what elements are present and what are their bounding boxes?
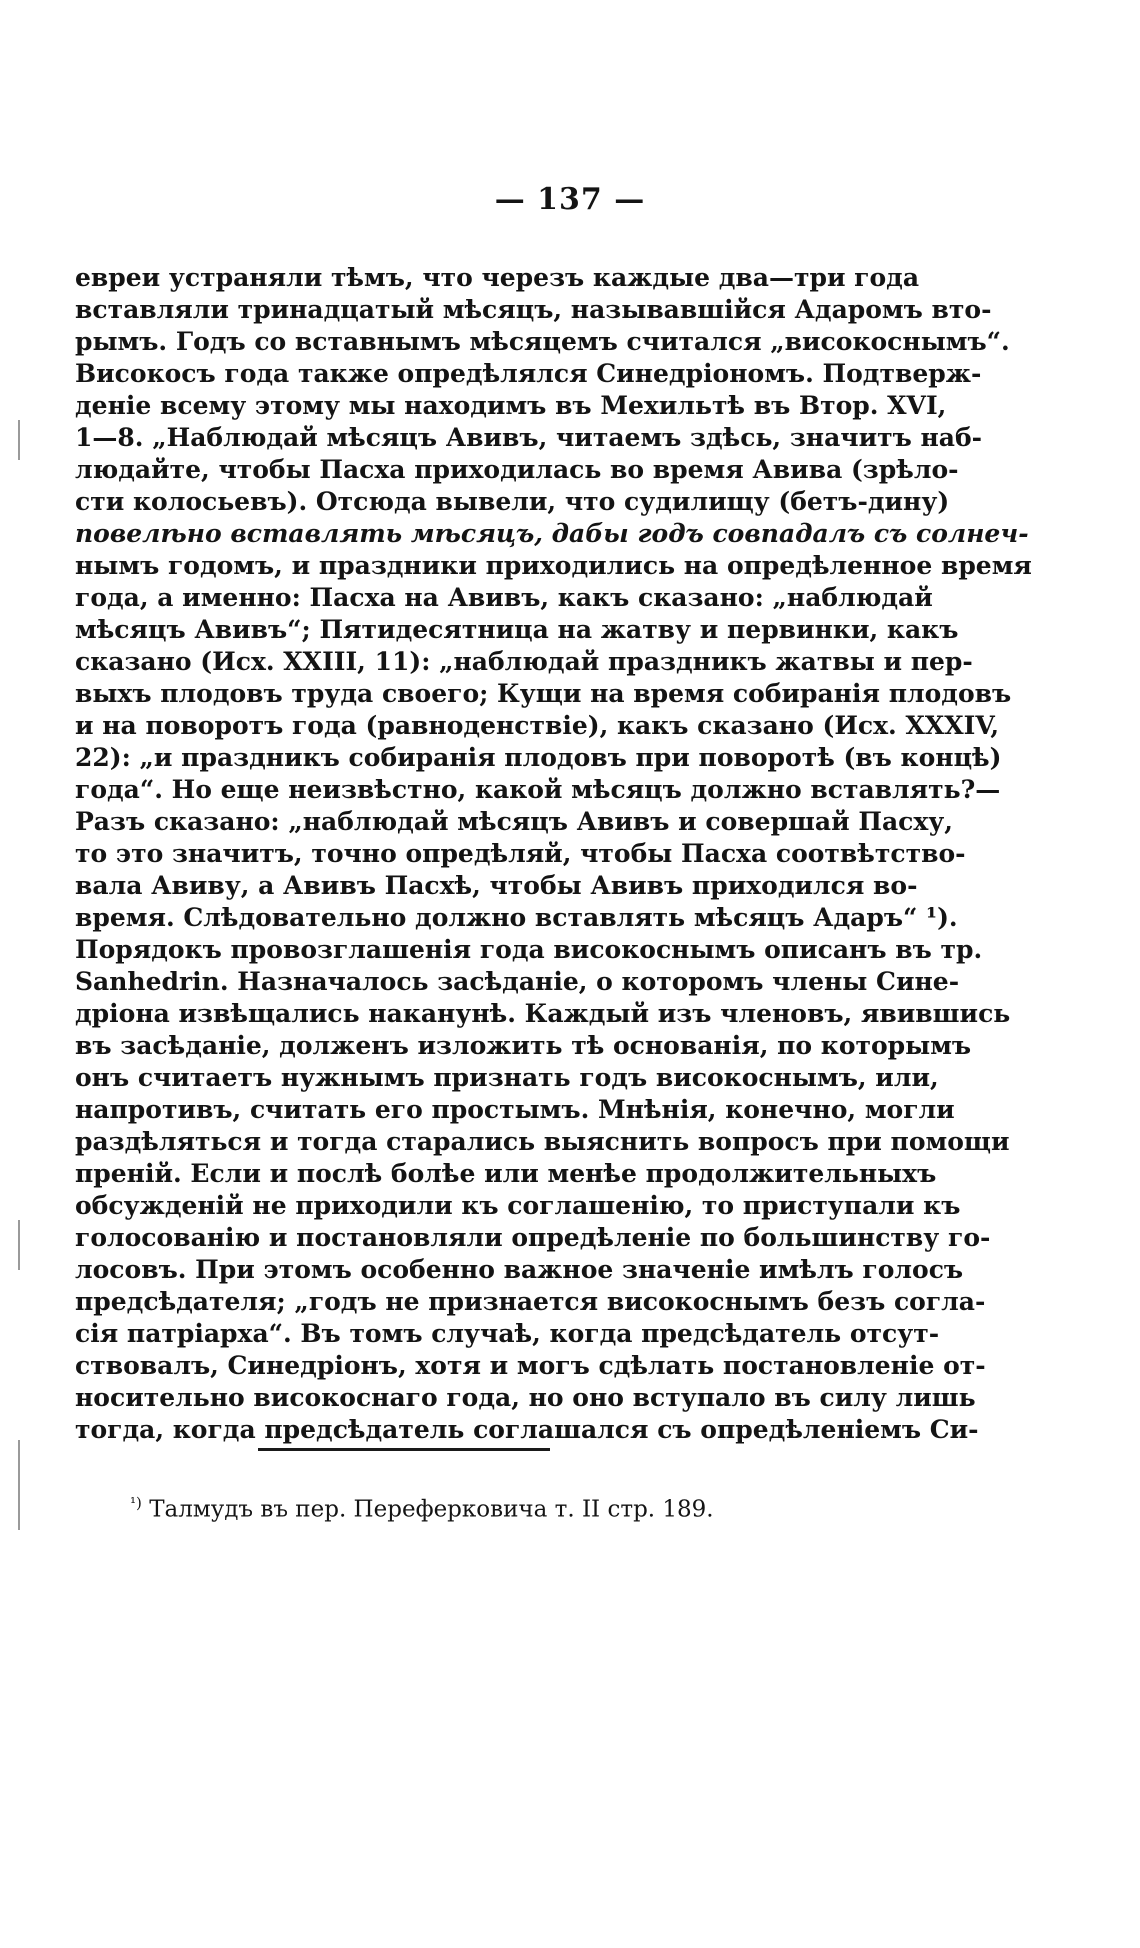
text-line: время. Слѣдовательно должно вставлять мѣсяцъ Адаръ“ ¹). <box>75 903 958 932</box>
text-line: Порядокъ провозглашенія года високоснымъ описанъ въ тр. <box>75 935 983 964</box>
text-line: дріона извѣщались наканунѣ. Каждый изъ членовъ, явившись <box>75 999 1011 1028</box>
text-line: и на поворотъ года (равноденствіе), какъ сказано (Исх. XXXIV, <box>75 711 1000 740</box>
text-line: ствовалъ, Синедріонъ, хотя и могъ сдѣлать постановленіе от- <box>75 1351 986 1380</box>
text-line: напротивъ, считать его простымъ. Мнѣнія, конечно, могли <box>75 1095 955 1124</box>
text-line: вставляли тринадцатый мѣсяцъ, называвшійся Адаромъ вто- <box>75 295 992 324</box>
text-line: Високосъ года также опредѣлялся Синедріономъ. Подтверж- <box>75 359 982 388</box>
text-line: нымъ годомъ, и праздники приходились на опредѣленное время <box>75 551 1032 580</box>
footnote-text: Талмудъ въ пер. Переферковича т. II стр. 189. <box>149 1496 714 1523</box>
text-line: обсужденій не приходили къ соглашенію, то приступали къ <box>75 1191 961 1220</box>
text-line: Разъ сказано: „наблюдай мѣсяцъ Авивъ и совершай Пасху, <box>75 807 954 836</box>
margin-mark-middle <box>18 1220 20 1270</box>
text-line: то это значитъ, точно опредѣляй, чтобы Пасха соотвѣтство- <box>75 839 966 868</box>
margin-mark-top <box>18 420 20 460</box>
margin-mark-bottom <box>18 1440 20 1530</box>
text-line: рымъ. Годъ со вставнымъ мѣсяцемъ считался „високоснымъ“. <box>75 327 1010 356</box>
text-line: вала Авиву, а Авивъ Пасхѣ, чтобы Авивъ приходился во- <box>75 871 918 900</box>
text-line: тогда, когда предсѣдатель соглашался съ опредѣленіемъ Си- <box>75 1415 979 1444</box>
text-line: 1—8. „Наблюдай мѣсяцъ Авивъ, читаемъ здѣсь, значитъ наб- <box>75 423 983 452</box>
text-line: сти колосьевъ). Отсюда вывели, что судилищу (бетъ-дину) <box>75 487 950 516</box>
text-line: года, а именно: Пасха на Авивъ, какъ сказано: „наблюдай <box>75 583 933 612</box>
text-line: преній. Если и послѣ болѣе или менѣе продолжительныхъ <box>75 1159 937 1188</box>
text-line: сказано (Исх. XXIII, 11): „наблюдай праздникъ жатвы и пер- <box>75 647 973 676</box>
text-line: носительно високоснаго года, но оно вступало въ силу лишь <box>75 1383 976 1412</box>
text-line: Sanhedrin. Назначалось засѣданіе, о которомъ члены Сине- <box>75 967 960 996</box>
footnote-marker: ¹) <box>130 1494 142 1512</box>
page-number: — 137 — <box>494 182 646 217</box>
text-line: повелѣно вставлять мѣсяцъ, дабы годъ совпадалъ съ солнеч- <box>75 519 1029 548</box>
footnote <box>130 1488 830 1525</box>
text-line: года“. Но еще неизвѣстно, какой мѣсяцъ должно вставлять?— <box>75 775 1001 804</box>
text-line: мѣсяцъ Авивъ“; Пятидесятница на жатву и первинки, какъ <box>75 615 959 644</box>
text-line: онъ считаетъ нужнымъ признать годъ високоснымъ, или, <box>75 1063 939 1092</box>
text-line: людайте, чтобы Пасха приходилась во время Авива (зрѣло- <box>75 455 959 484</box>
text-line: деніе всему этому мы находимъ въ Мехильтѣ въ Втор. XVI, <box>75 391 947 420</box>
text-line: раздѣляться и тогда старались выяснить вопросъ при помощи <box>75 1127 1010 1156</box>
body-text <box>75 262 1032 1446</box>
text-line: лосовъ. При этомъ особенно важное значеніе имѣлъ голосъ <box>75 1255 964 1284</box>
text-line: выхъ плодовъ труда своего; Кущи на время собиранія плодовъ <box>75 679 1012 708</box>
text-line: сія патріарха“. Въ томъ случаѣ, когда предсѣдатель отсут- <box>75 1319 940 1348</box>
text-line: въ засѣданіе, долженъ изложить тѣ основанія, по которымъ <box>75 1031 972 1060</box>
text-line: евреи устраняли тѣмъ, что черезъ каждые два—три года <box>75 263 920 292</box>
text-line: голосованію и постановляли опредѣленіе по большинству го- <box>75 1223 991 1252</box>
text-line: предсѣдателя; „годъ не признается високоснымъ безъ согла- <box>75 1287 986 1316</box>
text-line: 22): „и праздникъ собиранія плодовъ при поворотѣ (въ концѣ) <box>75 743 1002 772</box>
footnote-divider <box>258 1448 550 1451</box>
